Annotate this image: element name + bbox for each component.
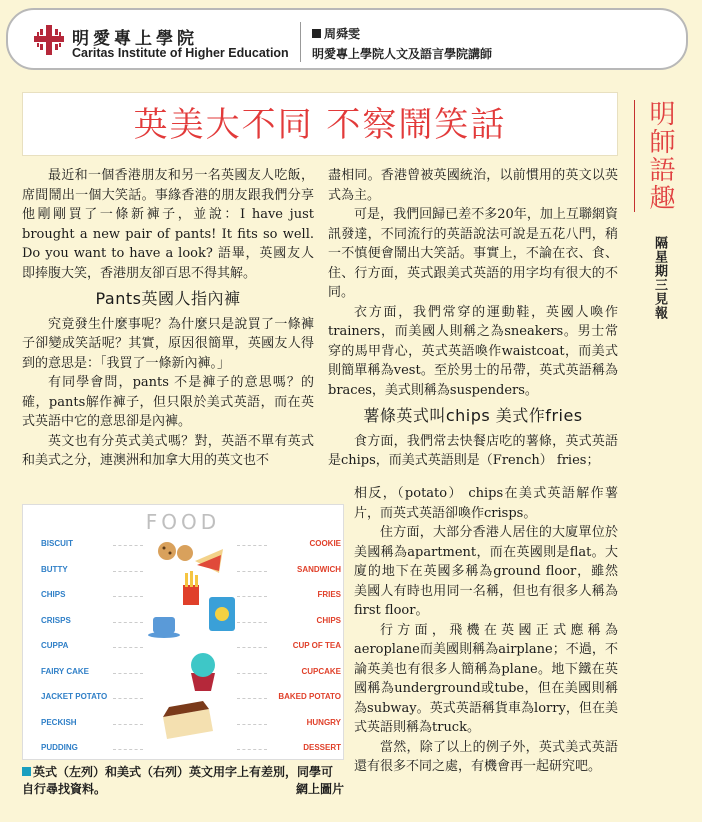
article-column-2-continued	[354, 484, 618, 777]
food-term-british: CUPPA	[41, 641, 69, 650]
headline: 英美大不同 不察鬧笑話	[133, 105, 507, 145]
paragraph: 究竟發生什麼事呢？為什麼只是說買了一條褲子卻變成笑話呢？其實，原因很簡單，英國友人得到的意思是：「我買了一條新內褲。」	[22, 316, 314, 371]
food-term-american: SANDWICH	[297, 564, 341, 574]
caption-text: 英式（左列）和美式（右列）英文用字上有差別，同學可自行尋找資料。	[22, 765, 334, 796]
paragraph: 可是，我們回歸已差不多20年，加上互聯網資訊發達，不同流行的英語說法可說是五花八門，稍一不慎便會鬧出大笑話。事實上，不論在衣、食、住、行方面，英式跟美式英語的用字均有很大的不同。	[328, 207, 618, 300]
square-bullet-icon	[22, 767, 31, 776]
food-image-title: FOOD	[145, 510, 221, 534]
food-term-american: DESSERT	[303, 743, 341, 752]
sandwich-icon	[195, 549, 223, 573]
food-term-british: BISCUIT	[41, 539, 73, 548]
header-divider	[300, 22, 301, 62]
author-title: 明愛專上學院人文及語言學院講師	[312, 47, 493, 61]
teacup-icon	[148, 617, 180, 638]
column-schedule: 隔星期三見報	[652, 236, 667, 320]
subheading: 薯條英式叫chips 美式作fries	[363, 406, 583, 425]
food-term-american: HUNGRY	[306, 717, 341, 727]
food-term-british: BUTTY	[41, 564, 68, 574]
food-term-british: CRISPS	[41, 615, 71, 625]
image-credit: 網上圖片	[295, 782, 344, 796]
square-bullet-icon	[312, 29, 321, 38]
article-column-2	[328, 166, 618, 471]
cake-icon	[163, 701, 213, 739]
cupcake-icon	[191, 653, 215, 691]
image-caption	[22, 764, 344, 798]
food-term-american: CUP OF TEA	[292, 641, 341, 650]
food-term-american: COOKIE	[309, 539, 341, 548]
column-label-box	[634, 100, 676, 212]
paragraph: 食方面，我們常去快餐店吃的薯條，英式英語是chips，而美式英語則是（French） fries；	[328, 433, 618, 468]
food-term-british: PUDDING	[41, 743, 78, 752]
author-block	[312, 24, 492, 64]
food-vocabulary-image	[22, 504, 344, 760]
paragraph: 英文也有分英式美式嗎？對，英語不單有英式和美式之分，連澳洲和加拿大用的英文也不	[22, 433, 314, 468]
food-illustrations	[23, 505, 345, 761]
paragraph: 衣方面，我們常穿的運動鞋，英國人喚作trainers，而美國人則稱之為sneakers。男士常穿的馬甲背心，英式英語喚作waistcoat，而美式則簡單稱為vest。至於男士的吊帶，英式英語稱為braces，美式則稱為suspenders。	[328, 304, 618, 398]
fries-icon	[183, 571, 199, 605]
paragraph: 住方面，大部分香港人居住的大廈單位於美國稱為apartment，而在英國則是flat。大廈的地下在英國多稱為ground floor，雖然美國人有時也用同一名稱，但也有很多人稱為first floor。	[354, 525, 618, 618]
author-name: 周舜雯	[324, 27, 361, 41]
paragraph: 相反，（potato） chips在美式英語解作薯片，而英式英語卻喚作crisps。	[354, 486, 618, 521]
food-term-british: JACKET POTATO	[41, 692, 108, 701]
paragraph: 最近和一個香港朋友和另一名英國友人吃飯，席間鬧出一個大笑話。事緣香港的朋友跟我們分享他剛剛買了一條新褲子，並說：I have just brought a new pair of pants! It fits so well. Do you want to have a look? 語畢，英國友人即捧腹大笑，香港朋友卻百思不得其解。	[22, 168, 314, 281]
header-banner	[6, 8, 688, 70]
food-term-british: FAIRY CAKE	[41, 666, 90, 676]
caritas-cross-logo-icon	[32, 23, 66, 57]
cookie-icon	[158, 542, 193, 561]
paragraph: 盡相同。香港曾被英國統治，以前慣用的英文以英式為主。	[328, 168, 618, 203]
institute-name-cn: 明愛專上學院	[72, 29, 198, 49]
food-term-british: PECKISH	[41, 717, 77, 727]
article-column-1	[22, 166, 314, 471]
paragraph: 當然，除了以上的例子外，英式美式英語還有很多不同之處，有機會再一起研究吧。	[354, 739, 618, 774]
paragraph: 行方面，飛機在英國正式應稱為aeroplane而美國則稱為airplane；不過，不論英美也有很多人簡稱為plane。地下鐵在英國稱為underground或tube，但在美國則稱為subway。英式英語稱貨車為lorry，但在美式英語則稱為truck。	[354, 622, 618, 735]
institute-name-en: Caritas Institute of Higher Education	[72, 46, 289, 60]
crisps-bag-icon	[209, 597, 235, 631]
food-term-british: CHIPS	[41, 590, 66, 599]
food-term-american: CHIPS	[316, 615, 341, 625]
paragraph: 有同學會問，pants 不是褲子的意思嗎？的確，pants解作褲子，但只限於美式英語，而在英式英語中它的意思卻是內褲。	[22, 375, 314, 429]
headline-box	[22, 92, 618, 156]
food-term-american: BAKED POTATO	[278, 692, 341, 701]
column-label: 明師語趣	[645, 100, 675, 212]
subheading: Pants英國人指內褲	[95, 289, 241, 308]
food-term-american: CUPCAKE	[301, 666, 341, 676]
food-term-american: FRIES	[317, 590, 341, 599]
